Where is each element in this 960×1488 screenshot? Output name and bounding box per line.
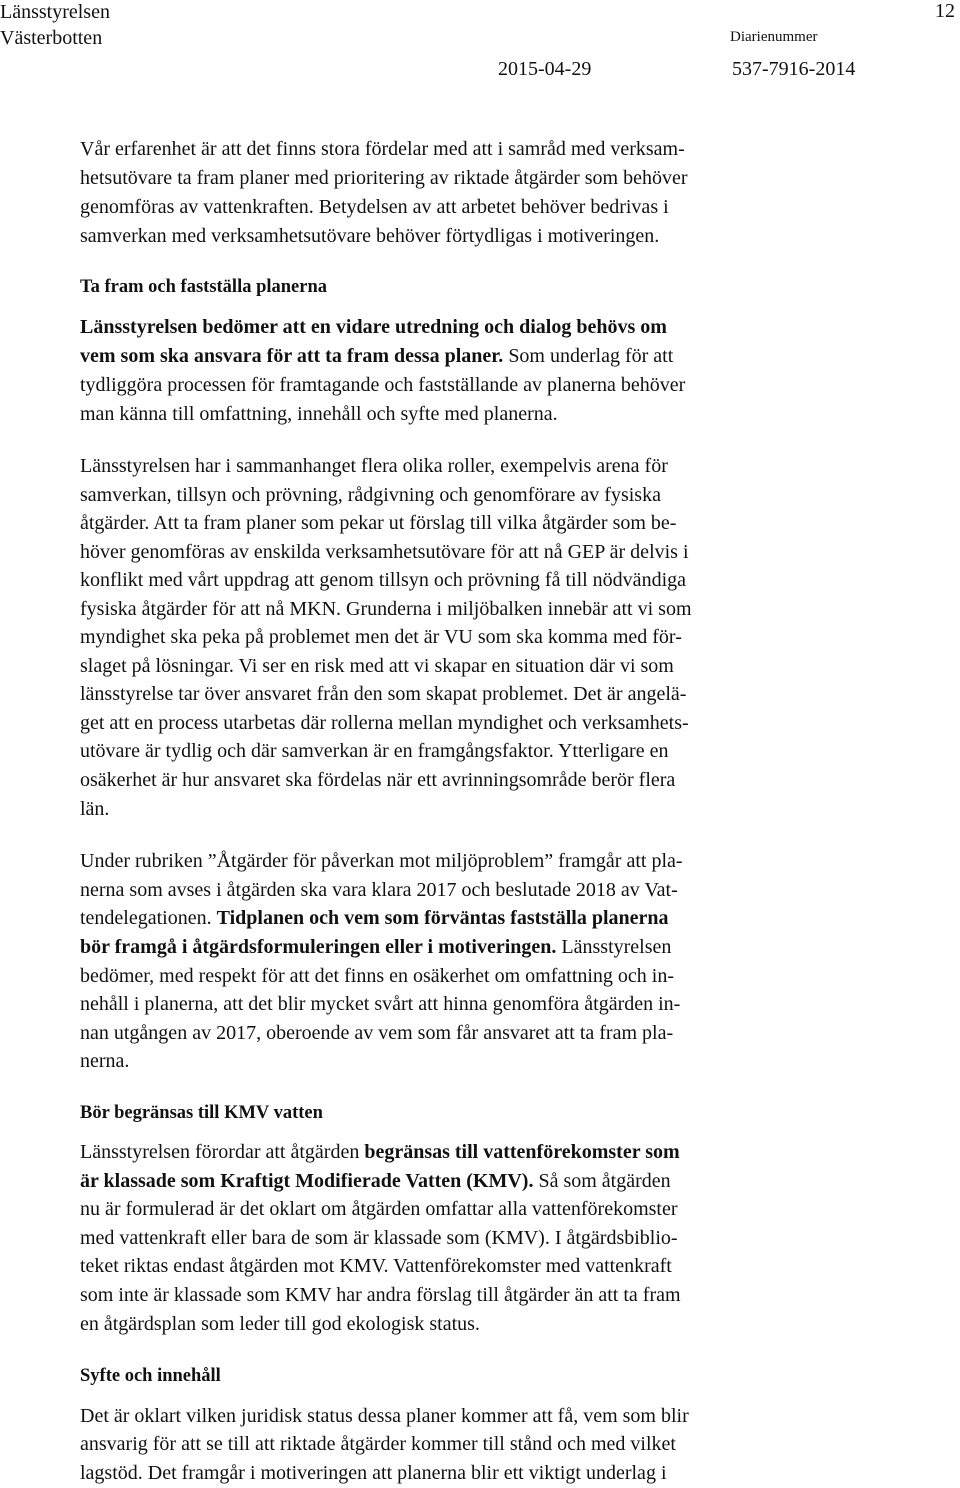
paragraph-2-line: man känna till omfattning, innehåll och syfte med planerna. (80, 403, 558, 425)
page-number: 12 (935, 0, 955, 22)
emphasis-text: Länsstyrelsen bedömer att en vidare utredning och dialog behövs om (80, 316, 667, 338)
paragraph-1-line: genomföras av vattenkraften. Betydelsen av att arbetet behöver bedrivas i (80, 196, 669, 218)
document-date: 2015-04-29 (498, 58, 592, 80)
paragraph-5-line: en åtgärdsplan som leder till god ekologisk status. (80, 1313, 480, 1335)
paragraph-4-line: nerna. (80, 1050, 130, 1072)
emphasis-text: begränsas till vattenförekomster som (364, 1141, 680, 1163)
emphasis-text: är klassade som Kraftigt Modifierade Vatten (KMV). (80, 1170, 534, 1192)
paragraph-3-line: Länsstyrelsen har i sammanhanget flera olika roller, exempelvis arena för (80, 455, 668, 477)
paragraph-3-line: höver genomföras av enskilda verksamhetsutövare för att nå GEP är delvis i (80, 541, 689, 563)
paragraph-1-line: samverkan med verksamhetsutövare behöver förtydligas i motiveringen. (80, 225, 660, 247)
paragraph-3-line: konflikt med vårt uppdrag att genom tillsyn och prövning få till nödvändiga (80, 569, 686, 591)
diarie-number: 537-7916-2014 (732, 58, 856, 80)
section-heading: Ta fram och fastställa planerna (80, 277, 328, 297)
body-text: Länsstyrelsen förordar att åtgärden (80, 1141, 365, 1163)
section-heading: Syfte och innehåll (80, 1366, 221, 1386)
paragraph-1-line: Vår erfarenhet är att det finns stora fördelar med att i samråd med verksam- (80, 138, 685, 160)
org-name: Länsstyrelsen (0, 1, 110, 23)
emphasis-text: vem som ska ansvara för att ta fram dessa planer. (80, 345, 504, 367)
emphasis-text: bör framgå i åtgärdsformuleringen eller i motiveringen. (80, 936, 557, 958)
org-region: Västerbotten (0, 27, 103, 49)
body-text: Länsstyrelsen (556, 936, 672, 958)
paragraph-5-line: som inte är klassade som KMV har andra förslag till åtgärder än att ta fram (80, 1284, 681, 1306)
paragraph-4-line: nehåll i planerna, att det blir mycket svårt att hinna genomföra åtgärden in- (80, 993, 681, 1015)
paragraph-3-line: slaget på lösningar. Vi ser en risk med att vi skapar en situation där vi som (80, 655, 674, 677)
paragraph-3-line: länsstyrelse tar över ansvaret från den som skapat problemet. Det är angelä- (80, 683, 687, 705)
diarie-label: Diarienummer (730, 29, 818, 45)
paragraph-4-line: nerna som avses i åtgärden ska vara klara 2017 och beslutade 2018 av Vat- (80, 879, 678, 901)
paragraph-4-line: bedömer, med respekt för att det finns en osäkerhet om omfattning och in- (80, 965, 675, 987)
emphasis-text: Tidplanen och vem som förväntas fastställa planerna (216, 907, 669, 929)
paragraph-4-line (80, 935, 671, 959)
paragraph-1-line: hetsutövare ta fram planer med prioritering av riktade åtgärder som behöver (80, 167, 688, 189)
paragraph-6-line: ansvarig för att se till att riktade åtgärder kommer till stånd och med vilket (80, 1433, 676, 1455)
body-text: Som underlag för att (503, 345, 674, 367)
paragraph-5-line: nu är formulerad är det oklart om åtgärden omfattar alla vattenförekomster (80, 1198, 678, 1220)
paragraph-4-line: Under rubriken ”Åtgärder för påverkan mot miljöproblem” framgår att pla- (80, 850, 683, 872)
paragraph-4-line: nan utgången av 2017, oberoende av vem som får ansvaret att ta fram pla- (80, 1022, 674, 1044)
body-text: tendelegationen. (80, 907, 217, 929)
paragraph-5-line: teket riktas endast åtgärden mot KMV. Vattenförekomster med vattenkraft (80, 1255, 672, 1277)
paragraph-2-line: tydliggöra processen för framtagande och fastställande av planerna behöver (80, 374, 686, 396)
paragraph-3-line: osäkerhet är hur ansvaret ska fördelas när ett avrinningsområde berör flera (80, 769, 676, 791)
paragraph-3-line: län. (80, 798, 110, 820)
paragraph-5-line: med vattenkraft eller bara de som är klassade som (KMV). I åtgärdsbiblio- (80, 1227, 678, 1249)
paragraph-3-line: get att en process utarbetas där rollerna mellan myndighet och verksamhets- (80, 712, 689, 734)
paragraph-4-line (80, 906, 669, 930)
paragraph-2-line (80, 315, 667, 339)
paragraph-6-line: Det är oklart vilken juridisk status dessa planer kommer att få, vem som blir (80, 1405, 689, 1427)
paragraph-3-line: myndighet ska peka på problemet men det är VU som ska komma med för- (80, 626, 682, 648)
paragraph-3-line: fysiska åtgärder för att nå MKN. Grunderna i miljöbalken innebär att vi som (80, 598, 692, 620)
paragraph-5-line (80, 1140, 680, 1164)
paragraph-3-line: utövare är tydlig och där samverkan är en framgångsfaktor. Ytterligare en (80, 740, 669, 762)
section-heading: Bör begränsas till KMV vatten (80, 1103, 323, 1123)
paragraph-5-line (80, 1169, 671, 1193)
paragraph-6-line: lagstöd. Det framgår i motiveringen att planerna blir ett viktigt underlag i (80, 1462, 667, 1484)
paragraph-3-line: samverkan, tillsyn och prövning, rådgivning och genomförare av fysiska (80, 484, 661, 506)
paragraph-2-line (80, 344, 673, 368)
body-text: Så som åtgärden (533, 1170, 671, 1192)
paragraph-3-line: åtgärder. Att ta fram planer som pekar ut förslag till vilka åtgärder som be- (80, 512, 677, 534)
